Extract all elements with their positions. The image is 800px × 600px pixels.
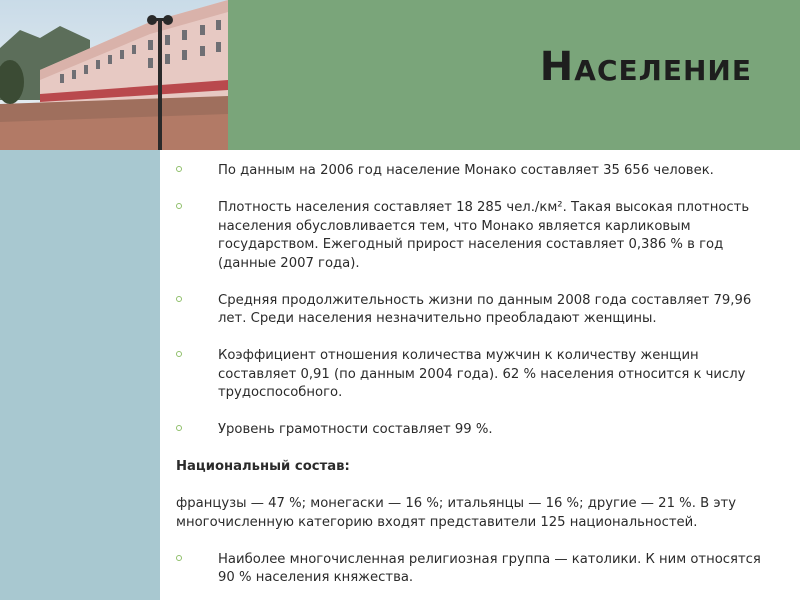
slide-content xyxy=(176,162,771,588)
page-title: Население xyxy=(539,44,752,90)
bullet-marker xyxy=(176,351,182,357)
bullet-literacy xyxy=(176,421,771,440)
bullet-population xyxy=(176,162,771,181)
header-band xyxy=(228,0,800,150)
bullet-life-expectancy xyxy=(176,292,771,329)
left-panel xyxy=(0,150,160,600)
bullet-marker xyxy=(176,166,182,172)
bullet-marker xyxy=(176,203,182,209)
national-text: французы — 47 %; монегаски — 16 %; итальянцы — 16 %; другие — 21 %. В эту многочисленную категорию входят представители 125 национальностей. xyxy=(176,496,737,530)
bullet-text: Средняя продолжительность жизни по данным 2008 года составляет 79,96 лет. Среди населения незначительно преобладают женщины. xyxy=(218,292,752,326)
bullet-religion xyxy=(176,551,771,588)
bullet-marker xyxy=(176,296,182,302)
bullet-density xyxy=(176,199,771,273)
bullet-sex-ratio xyxy=(176,347,771,403)
bullet-marker xyxy=(176,555,182,561)
monaco-street-photo xyxy=(0,0,228,150)
bullet-text: Уровень грамотности составляет 99 %. xyxy=(218,422,493,437)
bullet-marker xyxy=(176,425,182,431)
bullet-text: По данным на 2006 год население Монако составляет 35 656 человек. xyxy=(218,163,714,178)
bullet-text: Плотность населения составляет 18 285 чел./км². Такая высокая плотность населения обусловливается тем, что Монако является карликовым государством. Ежегодный прирост населения составляет 0,386 % в год (данные 2007 года). xyxy=(218,200,750,271)
bullet-text: Коэффициент отношения количества мужчин к количеству женщин составляет 0,91 (по данным 2004 года). 62 % населения относится к числу трудоспособного. xyxy=(218,348,746,400)
national-heading: Национальный состав: xyxy=(176,459,350,474)
bullet-text: Наиболее многочисленная религиозная группа — католики. К ним относятся 90 % населения княжества. xyxy=(218,551,761,585)
